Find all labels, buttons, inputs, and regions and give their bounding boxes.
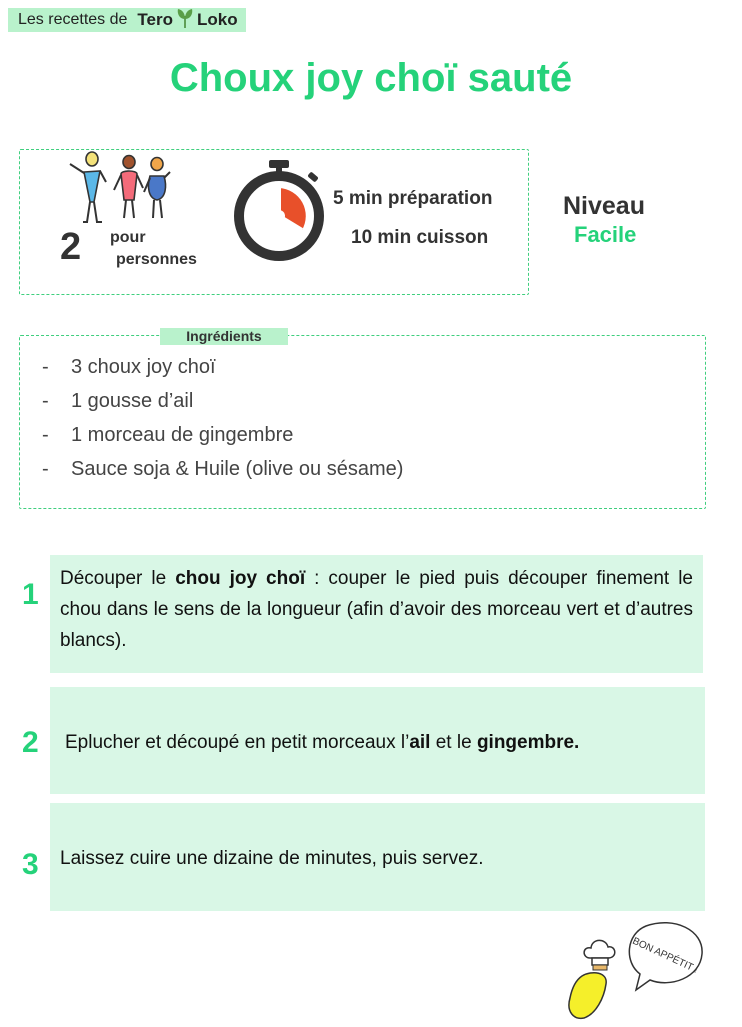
step-2-keyword-gingembre: gingembre. bbox=[476, 732, 580, 753]
ingredient-label: 1 morceau de gingembre bbox=[71, 424, 294, 446]
chef-illustration bbox=[558, 918, 708, 1027]
step-1-text-b: : couper le pied puis découper finement le chou dans le sens de la longueur (afin d’avoir des morceau vert et d’autres blancs). bbox=[60, 568, 694, 651]
ingredient-item: - 1 gousse d’ail bbox=[42, 390, 194, 412]
ingredient-item: - 1 morceau de gingembre bbox=[42, 424, 294, 446]
step-text-3: Laissez cuire une dizaine de minutes, puis servez. bbox=[60, 848, 484, 869]
people-count: 2 bbox=[60, 226, 82, 268]
ingredient-item: - Sauce soja & Huile (olive ou sésame) bbox=[42, 458, 404, 480]
bubble-text: BON APPÉTIT ! bbox=[630, 935, 700, 976]
level-value: Facile bbox=[574, 222, 637, 247]
step-2-keyword-ail: ail bbox=[409, 732, 431, 753]
step-number-1: 1 bbox=[22, 578, 39, 611]
step-number-3: 3 bbox=[22, 848, 39, 881]
people-icon bbox=[64, 150, 179, 233]
brand-prefix: Les recettes de bbox=[18, 11, 128, 28]
recipe-title: Choux joy choï sauté bbox=[169, 56, 573, 100]
brand-tag bbox=[8, 8, 246, 32]
step-text-1 bbox=[60, 563, 693, 656]
ingredient-label: 1 gousse d’ail bbox=[71, 390, 194, 412]
step-number-2: 2 bbox=[22, 726, 39, 759]
brand-name-right: Loko bbox=[196, 10, 238, 29]
people-label-personnes: personnes bbox=[116, 251, 197, 268]
ingredients-heading: Ingrédients bbox=[160, 328, 288, 345]
brand-name-left: Tero bbox=[137, 10, 173, 29]
step-2-text-b: et le bbox=[430, 732, 477, 753]
timer-icon bbox=[226, 158, 332, 267]
leaf-icon bbox=[175, 7, 195, 34]
prep-time: 5 min préparation bbox=[333, 188, 493, 209]
step-text-2 bbox=[65, 727, 695, 758]
people-label-pour: pour bbox=[110, 229, 146, 246]
step-1-text-a: Découper le bbox=[60, 568, 176, 589]
step-1-keyword: chou joy choï bbox=[175, 568, 306, 589]
cook-time: 10 min cuisson bbox=[351, 227, 489, 248]
step-2-text-a: Eplucher et découpé en petit morceaux l’ bbox=[65, 732, 410, 753]
ingredient-item: - 3 choux joy choï bbox=[42, 356, 216, 378]
level-label: Niveau bbox=[563, 192, 645, 220]
ingredient-label: Sauce soja & Huile (olive ou sésame) bbox=[71, 458, 404, 480]
ingredient-label: 3 choux joy choï bbox=[71, 356, 216, 378]
